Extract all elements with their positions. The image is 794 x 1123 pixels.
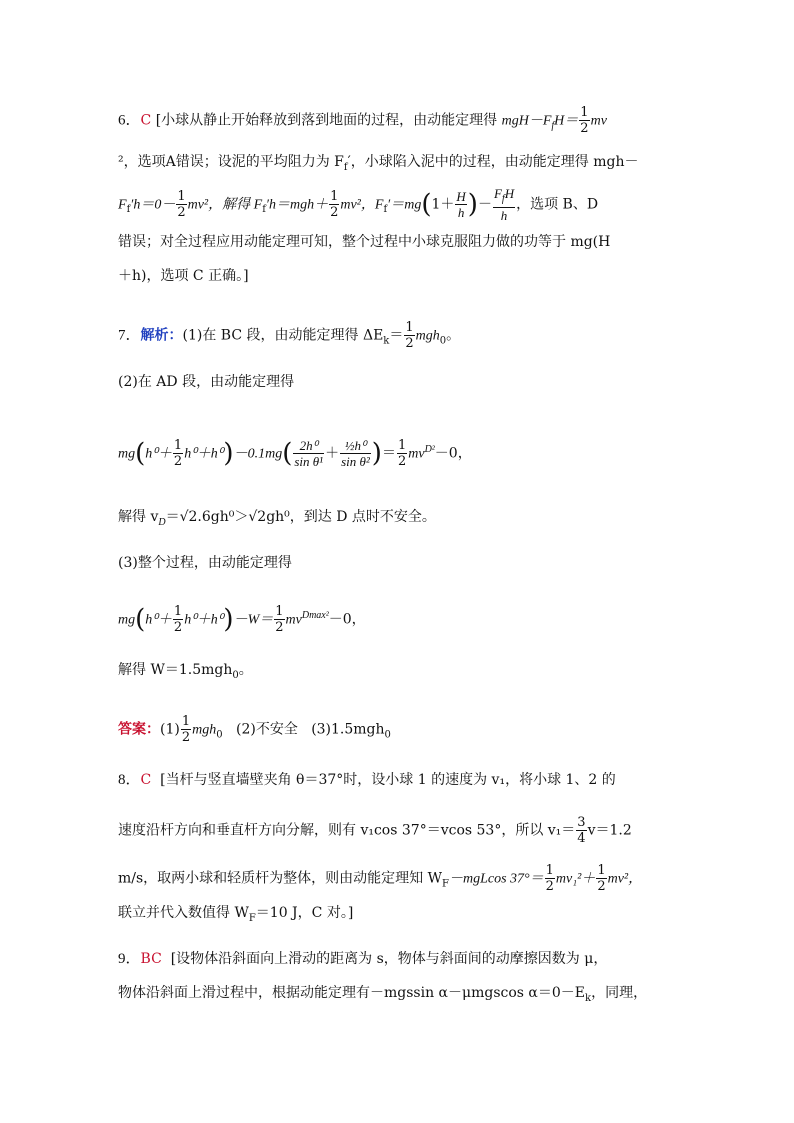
q8-l4: 联立并代入数值得 W [118, 905, 249, 921]
frac-num: 1 [177, 188, 186, 204]
ans-1c: 0 [216, 729, 223, 741]
q9-line-2 [118, 983, 647, 1009]
fraction-half [404, 320, 414, 351]
fraction-H-h [455, 189, 466, 220]
q6-line-5: ＋h)，选项 C 正确。] [118, 268, 249, 284]
frac-num: 1 [545, 863, 554, 878]
q7-p1d: mgh [415, 328, 440, 344]
q7-p1e: 0 [439, 335, 447, 347]
q6-3g: mv²，F [340, 197, 384, 213]
frac-den: 2 [181, 730, 191, 745]
q7-solution-1 [118, 507, 436, 533]
q6-3j: ，选项 B、D [516, 196, 599, 213]
frac-num-b: H [504, 186, 515, 201]
eq1-b: h⁰＋ [145, 446, 172, 462]
q7-line-1 [118, 320, 460, 351]
frac-num: ½h⁰ [340, 438, 371, 454]
fraction-half [274, 604, 284, 635]
q6-line-4: 错误；对全过程应用动能定理可知，整个过程中小球克服阻力做的功等于 mg(H [118, 234, 611, 250]
frac-den: 2 [275, 620, 284, 635]
eq2-c: h⁰＋h⁰ [184, 612, 224, 628]
fraction-half [329, 189, 339, 220]
q7-solution-2 [118, 660, 253, 686]
eq2-e: mv [285, 612, 302, 628]
frac-den: h [457, 204, 465, 220]
q9-l2sub: k [585, 992, 592, 1004]
frac-num: 1 [330, 188, 339, 204]
fraction-FfH-h [493, 186, 515, 223]
paren-left: ( [135, 604, 146, 635]
frac-den: 2 [173, 620, 183, 635]
frac-den: 2 [173, 454, 183, 469]
q6-formula-c: mv [590, 113, 607, 129]
eq1-f: mv [408, 446, 425, 462]
q8-line-4 [118, 903, 353, 929]
ans-2: (2)不安全 [235, 721, 298, 738]
q6-3d: mv²，解得 F [187, 197, 263, 213]
frac-num: 1 [173, 604, 183, 619]
frac-den: 2 [597, 879, 606, 894]
q9-l2b: ，同理， [591, 985, 648, 1001]
frac-num: H [456, 188, 466, 204]
q7-p1c: ＝ [389, 327, 404, 344]
q7-equation-2 [118, 604, 366, 635]
q8-line-1 [118, 770, 616, 790]
eq1-e: ＝ [381, 445, 396, 462]
q6-line-3: $F_f'h=0-$ $\frac{1}{2}$ mv²，解得 $F_f'h=mgh+$ $\frac{1}{2}$ mv²，$F_f'=mg(1+$ $\frac{H}{h}$ )－ $\frac{F_fH}{h}$ ，选项 B、D [118, 186, 599, 223]
q9-answer: BC [140, 951, 162, 967]
q7-p2: (2)在 AD 段，由动能定理得 [118, 374, 295, 390]
frac-den: h [500, 207, 508, 223]
q9-number: 9． [118, 951, 141, 967]
q9-l2: 物体沿斜面上滑过程中，根据动能定理有－mgssin α－μmgscos α＝0－E [118, 985, 586, 1001]
paren-left: ( [282, 438, 293, 469]
frac-num: 1 [397, 438, 407, 453]
q9-l1: [设物体沿斜面向上滑动的距离为 s，物体与斜面间的动摩擦因数为 μ， [170, 951, 608, 967]
q9-line-1 [118, 949, 607, 969]
q6-3b: f [126, 204, 131, 216]
q8-l3d: mv₁²＋ [555, 871, 596, 887]
fraction-3-4 [576, 815, 586, 846]
q6-formula: mgH－F [501, 113, 552, 129]
sol1-sub: D [158, 516, 166, 528]
fraction-eq1-2 [340, 438, 371, 469]
fraction-half [173, 604, 183, 635]
q7-equation-1 [118, 438, 472, 469]
q7-number: 7． [118, 327, 141, 344]
sol2-a: 解得 W＝1.5mgh [118, 662, 233, 678]
ans-3b: 0 [384, 729, 391, 741]
fraction-half [545, 863, 555, 894]
eq1-plus: ＋ [325, 445, 340, 462]
sol1-a: 解得 v [118, 509, 159, 525]
q8-l1: [当杆与竖直墙壁夹角 θ＝37°时，设小球 1 的速度为 v₁，将小球 1、2 的 [160, 772, 616, 788]
q6-formula-b: H＝ [554, 113, 579, 129]
paren-right: ) [371, 438, 382, 469]
q7-p1b: k [383, 335, 390, 347]
frac-num: 1 [597, 863, 606, 878]
fraction-half [579, 105, 589, 136]
q6-sub: f [551, 120, 555, 132]
q8-l4b: ＝10 J，C 对。] [255, 905, 354, 921]
frac-den: 4 [577, 831, 586, 846]
ans-1: (1) [160, 721, 180, 738]
q8-line-2 [118, 815, 632, 846]
sol2-sub: 0 [232, 669, 239, 681]
eq2-a: mg [118, 612, 136, 628]
frac-den: 2 [405, 336, 414, 351]
q7-label: 解析： [140, 327, 183, 344]
q8-l2b: v＝1.2 [587, 822, 632, 839]
q8-l3c: －mgLcos 37°＝ [448, 871, 544, 887]
fraction-half [173, 438, 183, 469]
q7-p1f: 。 [446, 327, 461, 344]
q8-l3e: mv²， [607, 871, 643, 887]
q6-text-2a: ²，选项A错误；设泥的平均阻力为 F [118, 154, 344, 170]
frac-num: 1 [181, 714, 191, 729]
eq2-d: －W＝ [233, 612, 274, 628]
fraction-eq1-1 [293, 438, 324, 469]
q6-line-2 [118, 152, 638, 178]
frac-den: sin θ¹ [294, 454, 324, 469]
q8-l3a: m/s，取两小球和轻质杆为整体，则由动能定理知 W [118, 870, 443, 887]
sol1-b: ＝√2.6gh⁰＞√2gh⁰，到达 D 点时不安全。 [165, 509, 436, 525]
eq2-f: Dmax² [301, 609, 329, 621]
eq1-h: －0， [434, 445, 472, 462]
q8-number: 8． [118, 772, 141, 788]
frac-num: 1 [275, 604, 284, 619]
frac-num-a: F [493, 186, 502, 201]
q6-3a: F [118, 197, 127, 213]
paren-left: ( [421, 189, 432, 220]
frac-num: 2h⁰ [293, 438, 324, 454]
frac-den: sin θ² [341, 454, 370, 469]
q7-answer-line [118, 714, 391, 745]
q8-line-3 [118, 863, 642, 894]
frac-num: 1 [173, 438, 183, 453]
q6-sub-2: f [343, 161, 348, 173]
q6-3h: f [383, 204, 388, 216]
frac-num-sub: f [501, 193, 505, 205]
frac-den: 2 [177, 204, 186, 220]
eq1-d: －0.1mg [233, 446, 283, 462]
frac-num: 1 [405, 320, 414, 335]
paren-right: ) [223, 604, 234, 635]
q6-3c: ′h＝0－ [130, 197, 176, 213]
ans-3: (3)1.5mgh [311, 721, 385, 738]
frac-den: 2 [545, 879, 554, 894]
ans-1b: mgh [192, 722, 217, 738]
q8-l2a: 速度沿杆方向和垂直杆方向分解，则有 v₁cos 37°＝vcos 53°，所以 v₁＝ [118, 822, 576, 839]
paren-left: ( [135, 438, 146, 469]
q6-text-2c: ′，小球陷入泥中的过程，由动能定理得 mgh－ [347, 154, 639, 170]
q6-answer: C [140, 112, 152, 129]
frac-num: 1 [580, 105, 589, 120]
frac-num: 3 [577, 815, 586, 830]
eq1-c: h⁰＋h⁰ [184, 446, 224, 462]
eq2-b: h⁰＋ [145, 612, 172, 628]
frac-den: 2 [580, 121, 589, 136]
q7-p1a: (1)在 BC 段，由动能定理得 ΔE [182, 327, 384, 344]
eq1-g: D² [424, 443, 435, 455]
frac-den: 2 [330, 204, 339, 220]
answer-label: 答案： [118, 721, 160, 738]
eq2-g: －0， [328, 611, 366, 628]
q8-l4sub: F [248, 912, 256, 924]
q7-p3: (3)整个过程，由动能定理得 [118, 555, 292, 571]
fraction-half [181, 714, 191, 745]
q8-l3b: F [442, 878, 449, 890]
q6-3i: ′＝mg [387, 197, 422, 213]
fraction-half [596, 863, 606, 894]
q6-3e: f [262, 204, 266, 216]
fraction-half [397, 438, 407, 469]
q8-answer: C [140, 772, 152, 788]
frac-den: 2 [397, 454, 407, 469]
paren-right: ) [223, 438, 234, 469]
q6-line-1 [118, 105, 607, 136]
sol2-end: 。 [238, 662, 253, 678]
q6-number: 6． [118, 112, 141, 129]
eq1-a: mg [118, 446, 136, 462]
q6-3f: ′h＝mgh＋ [265, 197, 329, 213]
fraction-half [176, 189, 186, 220]
paren-right: ) [467, 189, 478, 220]
q6-text: [小球从静止开始释放到落到地面的过程，由动能定理得 [155, 112, 502, 129]
